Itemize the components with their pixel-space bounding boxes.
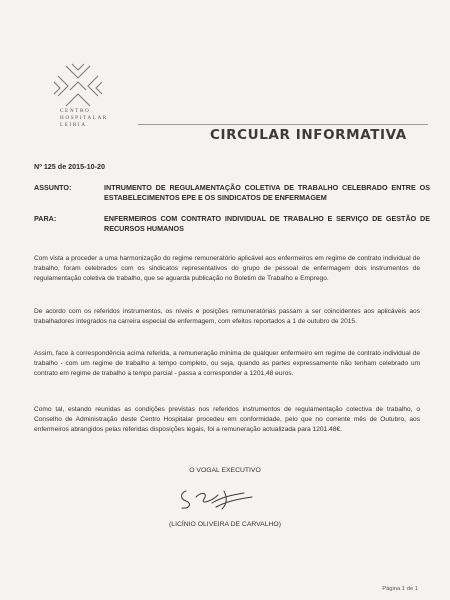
hospital-logo-icon	[48, 60, 108, 108]
hospital-logo-text	[60, 108, 110, 129]
recipients-text: ENFERMEIROS COM CONTRATO INDIVIDUAL DE TRABALHO E SERVIÇO DE GESTÃO DE RECURSOS HUMANOS	[104, 214, 430, 233]
recipients-label: PARA:	[34, 214, 57, 223]
circular-number-date: Nº 125 de 2015-10-20	[34, 162, 105, 171]
signer-name: (LICÍNIO OLIVEIRA DE CARVALHO)	[169, 521, 281, 528]
logo-line-centro: CENTRO	[60, 108, 91, 114]
title-divider	[138, 124, 428, 125]
body-paragraph-1: Com vista a proceder a uma harmonização do regime remuneratório aplicável aos enfermeiros em regime de contrato individual de trabalho, foram celebrados com os sindicatos representativos do grupo de pessoal de enfermagem dois instrumentos de regulamentação coletiva de trabalho, que se aguarda publicação no Boletim de Trabalho e Emprego.	[34, 255, 420, 282]
body-paragraph-4: Como tal, estando reunidas as condições previstas nos referidos instrumentos de regulamentação colectiva de trabalho, o Conselho de Administração deste Centro Hospitalar procedeu em conformidade, pelo que no corrente mês de Outubro, aos enfermeiros abrangidos pelas referidas disposições legais, foi a remuneração actualizada para 1201.48€.	[34, 406, 420, 433]
logo-line-leiria: LEIRIA	[60, 122, 87, 128]
signer-role: O VOGAL EXECUTIVO	[189, 467, 261, 474]
document-title: CIRCULAR INFORMATIVA	[210, 127, 407, 143]
subject-text: INTRUMENTO DE REGULAMENTAÇÃO COLETIVA DE TRABALHO CELEBRADO ENTRE OS ESTABELECIMENTOS EPE E OS SINDICATOS DE ENFERMAGEM	[104, 183, 430, 202]
body-paragraph-3: Assim, face à correspondência acima referida, a remuneração mínima de qualquer enfermeiro em regime de contrato individual de trabalho - com um regime de trabalho a tempo completo, ou seja, quando as partes expressamente não tenham celebrado um contrato em regime de trabalho a tempo parcial - passa a corresponder a 1201,48 euros.	[34, 350, 420, 377]
logo-line-hospitalar: HOSPITALAR	[60, 115, 108, 121]
body-paragraph-2: De acordo com os referidos instrumentos, os níveis e posições remuneratórias passam a ser coincidentes aos aplicáveis aos trabalhadores integrados na carreira especial de enfermagem, com efeitos reportados a 1 de outubro de 2015.	[34, 308, 420, 325]
page-number: Página 1 de 1	[382, 586, 418, 592]
subject-label: ASSUNTO:	[34, 183, 72, 192]
handwritten-signature	[172, 483, 262, 513]
